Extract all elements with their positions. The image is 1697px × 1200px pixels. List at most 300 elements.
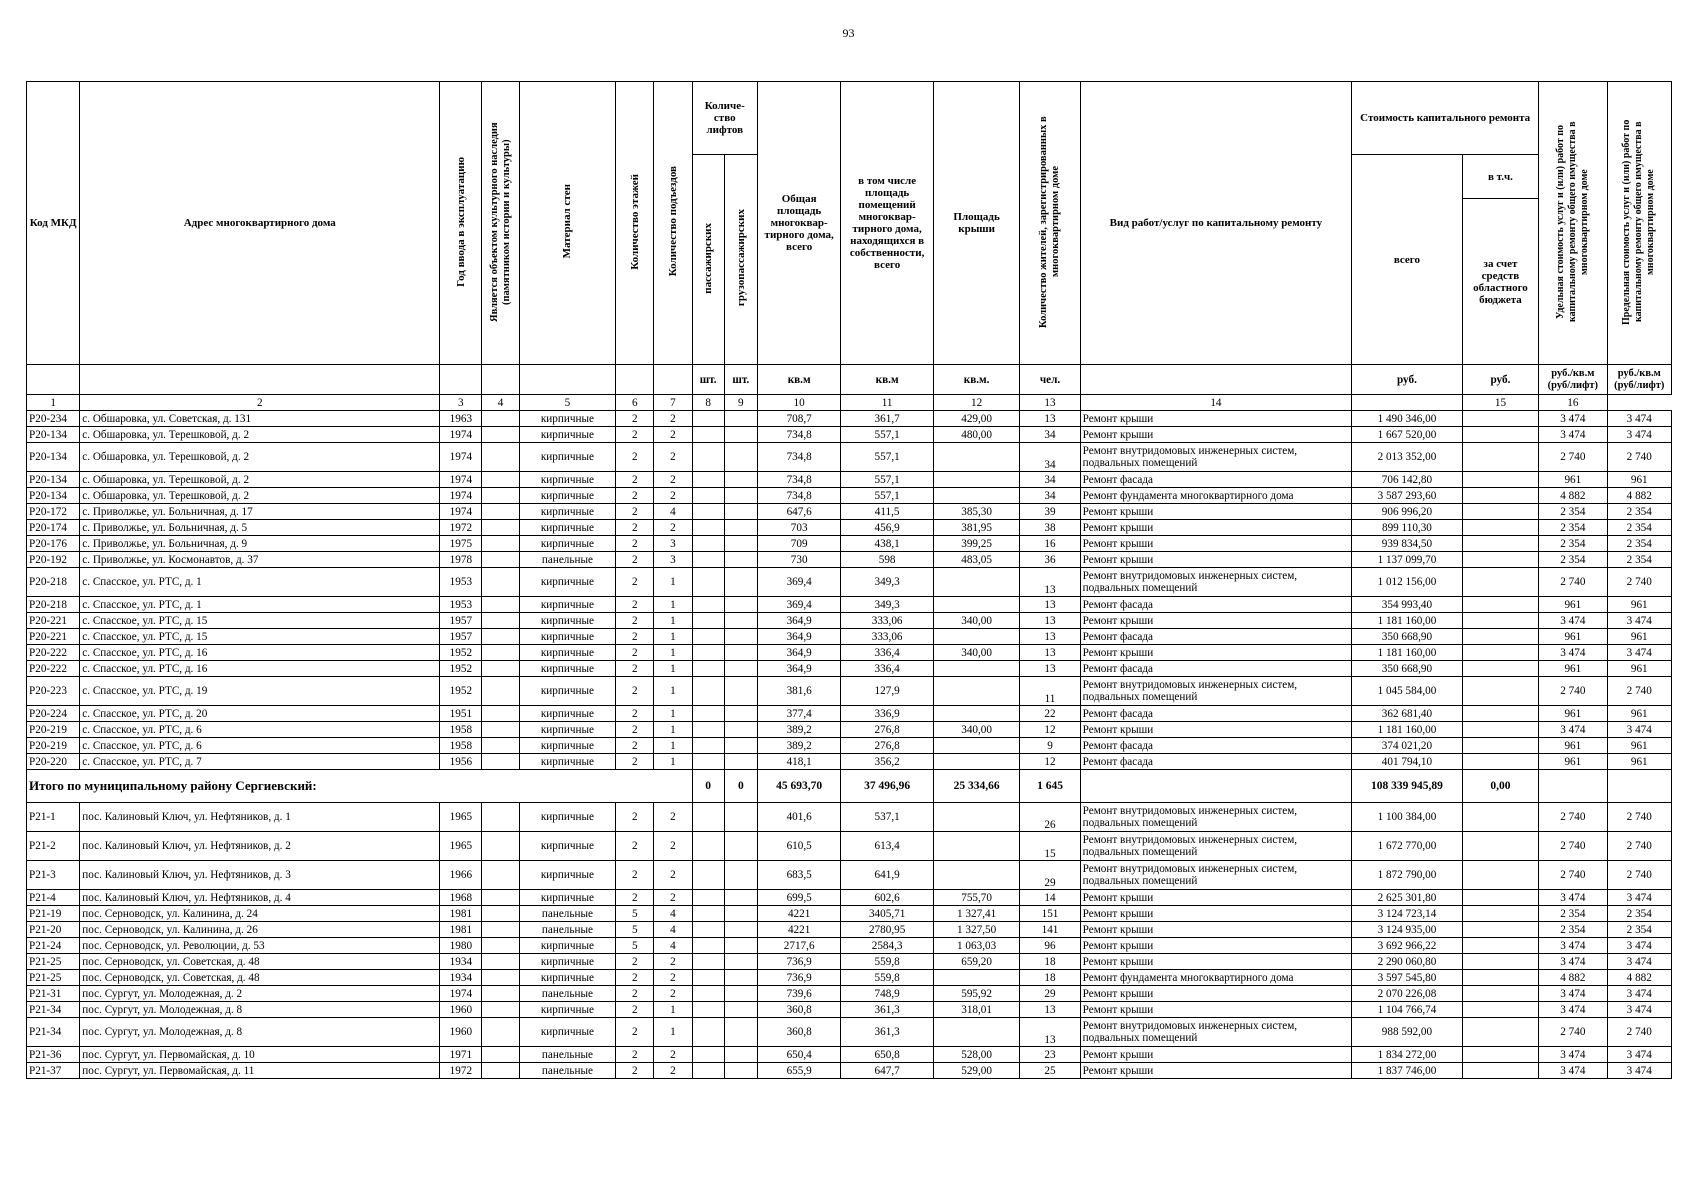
- cell-floors: 2: [616, 861, 654, 890]
- cell-cost-total: 350 668,90: [1352, 661, 1463, 677]
- cell-code: Р20-192: [27, 552, 80, 568]
- cell-lifts-passenger: [692, 906, 724, 922]
- cell-code: Р20-174: [27, 520, 80, 536]
- cell-year: 1952: [440, 645, 482, 661]
- cell-year: 1960: [440, 1002, 482, 1018]
- cell-residents: 13: [1020, 1018, 1080, 1047]
- cell-lifts-cargo: [724, 722, 757, 738]
- cell-work-type: Ремонт крыши: [1080, 536, 1351, 552]
- cell-address: пос. Сургут, ул. Молодежная, д. 8: [80, 1002, 440, 1018]
- cell-lifts-passenger: [692, 922, 724, 938]
- cell-residents: 96: [1020, 938, 1080, 954]
- cell-code: Р21-3: [27, 861, 80, 890]
- cell-lifts-passenger: [692, 520, 724, 536]
- cell-owned-area: 641,9: [841, 861, 934, 890]
- cell-year: 1974: [440, 427, 482, 443]
- cell-roof-area: 429,00: [933, 411, 1019, 427]
- cell-material: панельные: [519, 1047, 616, 1063]
- cell-unit-cost: 3 474: [1539, 938, 1607, 954]
- cell-material: кирпичные: [519, 661, 616, 677]
- table-row: [27, 922, 1672, 938]
- cell-lifts-passenger: [692, 754, 724, 770]
- cell-total-area: 736,9: [757, 954, 840, 970]
- cell-limit-cost: 3 474: [1607, 411, 1671, 427]
- column-number: 12: [933, 395, 1019, 411]
- cell-lifts-passenger: [692, 1018, 724, 1047]
- table-row: [27, 738, 1672, 754]
- cell-total-area: 709: [757, 536, 840, 552]
- cell-limit-cost: 961: [1607, 629, 1671, 645]
- cell-material: кирпичные: [519, 645, 616, 661]
- cell-floors: 2: [616, 536, 654, 552]
- cell-year: 1974: [440, 472, 482, 488]
- cell-owned-area: 748,9: [841, 986, 934, 1002]
- cell-year: 1958: [440, 722, 482, 738]
- cell-work-type: Ремонт фундамента многоквартирного дома: [1080, 488, 1351, 504]
- cell-regional: [1462, 427, 1538, 443]
- cell-roof-area: 1 327,50: [933, 922, 1019, 938]
- cell-floors: 2: [616, 832, 654, 861]
- cell-address: с. Спасское, ул. РТС, д. 15: [80, 629, 440, 645]
- cell-code: Р20-221: [27, 629, 80, 645]
- cell-total-area: 739,6: [757, 986, 840, 1002]
- cell-lifts-passenger: [692, 970, 724, 986]
- cell-limit-cost: 3 474: [1607, 986, 1671, 1002]
- cell-regional: [1462, 536, 1538, 552]
- cell-heritage: [482, 722, 519, 738]
- cell-address: пос. Серноводск, ул. Калинина, д. 26: [80, 922, 440, 938]
- cell-floors: 2: [616, 552, 654, 568]
- cell-year: 1934: [440, 970, 482, 986]
- cell-floors: 5: [616, 922, 654, 938]
- cell-lifts-cargo: [724, 427, 757, 443]
- cell-residents: 18: [1020, 954, 1080, 970]
- table-row: [27, 661, 1672, 677]
- cell-material: кирпичные: [519, 568, 616, 597]
- cell-address: с. Спасское, ул. РТС, д. 19: [80, 677, 440, 706]
- cell-residents: 9: [1020, 738, 1080, 754]
- cell-entrances: 2: [654, 488, 692, 504]
- cell-lifts-cargo: [724, 1047, 757, 1063]
- cell-floors: 2: [616, 986, 654, 1002]
- cell-code: Р21-34: [27, 1002, 80, 1018]
- cell-limit-cost: 3 474: [1607, 722, 1671, 738]
- cell-floors: 2: [616, 427, 654, 443]
- cell-total-area: 730: [757, 552, 840, 568]
- cell-residents: 23: [1020, 1047, 1080, 1063]
- cell-material: кирпичные: [519, 832, 616, 861]
- cell-lifts-passenger: [692, 938, 724, 954]
- cell-code: Р21-19: [27, 906, 80, 922]
- cell-unit-cost: 2 740: [1539, 568, 1607, 597]
- cell-owned-area: 537,1: [841, 803, 934, 832]
- cell-lifts-cargo: [724, 597, 757, 613]
- cell-entrances: 2: [654, 1063, 692, 1079]
- cell-code: Р21-36: [27, 1047, 80, 1063]
- capital-repair-table: [26, 81, 1672, 1079]
- cell-year: 1951: [440, 706, 482, 722]
- cell-entrances: 2: [654, 411, 692, 427]
- cell-material: кирпичные: [519, 536, 616, 552]
- cell-heritage: [482, 970, 519, 986]
- cell-material: кирпичные: [519, 443, 616, 472]
- header-entrances: Количество подъездов: [666, 166, 679, 277]
- header-incl: в т.ч.: [1462, 155, 1538, 199]
- cell-roof-area: 529,00: [933, 1063, 1019, 1079]
- cell-owned-area: 336,9: [841, 706, 934, 722]
- cell-total-area: 389,2: [757, 722, 840, 738]
- cell-work-type: Ремонт внутридомовых инженерных систем, подвальных помещений: [1080, 568, 1351, 597]
- cell-address: с. Приволжье, ул. Больничная, д. 5: [80, 520, 440, 536]
- header-lifts: Количе- ство лифтов: [692, 82, 757, 155]
- cell-material: кирпичные: [519, 970, 616, 986]
- cell-cost-total: 1 834 272,00: [1352, 1047, 1463, 1063]
- cell-code: Р20-224: [27, 706, 80, 722]
- cell-unit-cost: 4 882: [1539, 970, 1607, 986]
- cell-lifts-cargo: [724, 754, 757, 770]
- cell-floors: 2: [616, 677, 654, 706]
- cell-owned-area: 557,1: [841, 427, 934, 443]
- cell-lifts-cargo: [724, 832, 757, 861]
- cell-total-area: 703: [757, 520, 840, 536]
- cell-work-type: Ремонт фасада: [1080, 754, 1351, 770]
- cell-regional: [1462, 472, 1538, 488]
- cell-lifts-cargo: [724, 986, 757, 1002]
- cell-residents: 15: [1020, 832, 1080, 861]
- cell-code: Р20-218: [27, 568, 80, 597]
- column-number: 14: [1080, 395, 1351, 411]
- cell-cost-total: 706 142,80: [1352, 472, 1463, 488]
- cell-entrances: 1: [654, 661, 692, 677]
- cell-lifts-passenger: [692, 552, 724, 568]
- column-number: 10: [757, 395, 840, 411]
- cell-code: Р21-25: [27, 970, 80, 986]
- cell-regional: [1462, 986, 1538, 1002]
- cell-unit-cost: 2 354: [1539, 520, 1607, 536]
- cell-heritage: [482, 754, 519, 770]
- cell-regional: [1462, 411, 1538, 427]
- cell-material: панельные: [519, 906, 616, 922]
- cell-heritage: [482, 645, 519, 661]
- cell-residents: 13: [1020, 568, 1080, 597]
- cell-roof-area: [933, 629, 1019, 645]
- cell-lifts-passenger: [692, 504, 724, 520]
- cell-material: кирпичные: [519, 938, 616, 954]
- cell-work-type: Ремонт крыши: [1080, 722, 1351, 738]
- cell-regional: [1462, 906, 1538, 922]
- cell-regional: [1462, 970, 1538, 986]
- total-lifts-passenger: 0: [692, 770, 724, 803]
- cell-roof-area: [933, 488, 1019, 504]
- cell-floors: 2: [616, 520, 654, 536]
- cell-material: кирпичные: [519, 1018, 616, 1047]
- unit-total-area: кв.м: [757, 365, 840, 395]
- unit-lifts-passenger: шт.: [692, 365, 724, 395]
- cell-owned-area: 650,8: [841, 1047, 934, 1063]
- cell-owned-area: 349,3: [841, 597, 934, 613]
- cell-regional: [1462, 1047, 1538, 1063]
- cell-entrances: 2: [654, 890, 692, 906]
- cell-entrances: 1: [654, 645, 692, 661]
- cell-residents: 13: [1020, 1002, 1080, 1018]
- cell-year: 1974: [440, 504, 482, 520]
- cell-unit-cost: 961: [1539, 754, 1607, 770]
- cell-unit-cost: 4 882: [1539, 488, 1607, 504]
- cell-roof-area: 1 063,03: [933, 938, 1019, 954]
- cell-entrances: 4: [654, 938, 692, 954]
- header-work-type: Вид работ/услуг по капитальному ремонту: [1080, 82, 1351, 365]
- cell-lifts-passenger: [692, 629, 724, 645]
- unit-residents: чел.: [1020, 365, 1080, 395]
- cell-work-type: Ремонт внутридомовых инженерных систем, подвальных помещений: [1080, 1018, 1351, 1047]
- cell-code: Р20-221: [27, 613, 80, 629]
- cell-cost-total: 2 625 301,80: [1352, 890, 1463, 906]
- cell-work-type: Ремонт крыши: [1080, 645, 1351, 661]
- cell-total-area: 683,5: [757, 861, 840, 890]
- cell-year: 1981: [440, 906, 482, 922]
- cell-year: 1974: [440, 986, 482, 1002]
- cell-total-area: 655,9: [757, 1063, 840, 1079]
- cell-heritage: [482, 661, 519, 677]
- cell-roof-area: [933, 861, 1019, 890]
- cell-address: с. Обшаровка, ул. Терешковой, д. 2: [80, 472, 440, 488]
- cell-lifts-passenger: [692, 597, 724, 613]
- table-row: [27, 890, 1672, 906]
- cell-limit-cost: 3 474: [1607, 645, 1671, 661]
- cell-limit-cost: 961: [1607, 472, 1671, 488]
- cell-owned-area: 333,06: [841, 613, 934, 629]
- cell-regional: [1462, 1018, 1538, 1047]
- cell-floors: 2: [616, 890, 654, 906]
- table-header: [27, 82, 1672, 411]
- cell-floors: 2: [616, 488, 654, 504]
- cell-limit-cost: 2 740: [1607, 832, 1671, 861]
- column-number: 8: [692, 395, 724, 411]
- cell-owned-area: 333,06: [841, 629, 934, 645]
- cell-entrances: 3: [654, 536, 692, 552]
- cell-residents: 141: [1020, 922, 1080, 938]
- cell-cost-total: 2 290 060,80: [1352, 954, 1463, 970]
- cell-regional: [1462, 832, 1538, 861]
- cell-work-type: Ремонт крыши: [1080, 890, 1351, 906]
- cell-limit-cost: 961: [1607, 706, 1671, 722]
- cell-residents: 34: [1020, 443, 1080, 472]
- cell-heritage: [482, 861, 519, 890]
- cell-cost-total: 1 012 156,00: [1352, 568, 1463, 597]
- table-row: [27, 597, 1672, 613]
- cell-limit-cost: 4 882: [1607, 488, 1671, 504]
- cell-floors: 2: [616, 1047, 654, 1063]
- header-roof-area: Площадь крыши: [933, 82, 1019, 365]
- cell-residents: 39: [1020, 504, 1080, 520]
- cell-year: 1934: [440, 954, 482, 970]
- cell-heritage: [482, 488, 519, 504]
- cell-limit-cost: 2 740: [1607, 443, 1671, 472]
- cell-unit-cost: 2 740: [1539, 677, 1607, 706]
- cell-limit-cost: 961: [1607, 597, 1671, 613]
- unit-cost-total: руб.: [1352, 365, 1463, 395]
- cell-unit-cost: 2 740: [1539, 832, 1607, 861]
- cell-lifts-cargo: [724, 1063, 757, 1079]
- cell-lifts-passenger: [692, 427, 724, 443]
- cell-work-type: Ремонт внутридомовых инженерных систем, подвальных помещений: [1080, 677, 1351, 706]
- cell-regional: [1462, 938, 1538, 954]
- cell-code: Р20-219: [27, 722, 80, 738]
- cell-total-area: 369,4: [757, 568, 840, 597]
- cell-limit-cost: 2 354: [1607, 552, 1671, 568]
- column-number: 6: [616, 395, 654, 411]
- cell-cost-total: 401 794,10: [1352, 754, 1463, 770]
- cell-material: кирпичные: [519, 411, 616, 427]
- cell-total-area: 381,6: [757, 677, 840, 706]
- table-row: [27, 504, 1672, 520]
- cell-roof-area: 399,25: [933, 536, 1019, 552]
- cell-year: 1972: [440, 520, 482, 536]
- cell-total-area: 364,9: [757, 629, 840, 645]
- cell-total-area: 4221: [757, 906, 840, 922]
- cell-material: кирпичные: [519, 890, 616, 906]
- cell-total-area: 389,2: [757, 738, 840, 754]
- cell-year: 1980: [440, 938, 482, 954]
- cell-lifts-passenger: [692, 1002, 724, 1018]
- cell-heritage: [482, 427, 519, 443]
- cell-address: с. Спасское, ул. РТС, д. 1: [80, 597, 440, 613]
- column-numbers-row: [27, 395, 1672, 411]
- total-regional: 0,00: [1462, 770, 1538, 803]
- cell-work-type: Ремонт крыши: [1080, 906, 1351, 922]
- table-row: [27, 427, 1672, 443]
- cell-regional: [1462, 645, 1538, 661]
- cell-limit-cost: 2 354: [1607, 906, 1671, 922]
- cell-lifts-cargo: [724, 906, 757, 922]
- cell-code: Р21-4: [27, 890, 80, 906]
- cell-material: кирпичные: [519, 803, 616, 832]
- cell-roof-area: 385,30: [933, 504, 1019, 520]
- header-code: Код МКД: [27, 82, 80, 365]
- cell-address: с. Спасское, ул. РТС, д. 1: [80, 568, 440, 597]
- cell-code: Р21-1: [27, 803, 80, 832]
- cell-lifts-cargo: [724, 645, 757, 661]
- cell-cost-total: 988 592,00: [1352, 1018, 1463, 1047]
- table-total: [27, 770, 1672, 803]
- cell-limit-cost: 961: [1607, 661, 1671, 677]
- unit-limit-cost: руб./кв.м (руб/лифт): [1607, 365, 1671, 395]
- table-row: [27, 954, 1672, 970]
- cell-heritage: [482, 472, 519, 488]
- cell-year: 1957: [440, 613, 482, 629]
- cell-residents: 13: [1020, 629, 1080, 645]
- cell-floors: 2: [616, 722, 654, 738]
- cell-material: кирпичные: [519, 1002, 616, 1018]
- cell-year: 1958: [440, 738, 482, 754]
- cell-limit-cost: 3 474: [1607, 954, 1671, 970]
- cell-total-area: 650,4: [757, 1047, 840, 1063]
- cell-residents: 34: [1020, 472, 1080, 488]
- cell-year: 1953: [440, 568, 482, 597]
- cell-limit-cost: 2 740: [1607, 677, 1671, 706]
- cell-lifts-passenger: [692, 803, 724, 832]
- cell-owned-area: 456,9: [841, 520, 934, 536]
- cell-entrances: 1: [654, 1002, 692, 1018]
- cell-work-type: Ремонт крыши: [1080, 954, 1351, 970]
- cell-owned-area: 361,7: [841, 411, 934, 427]
- header-total-area: Общая площадь многоквар- тирного дома, всего: [757, 82, 840, 365]
- cell-owned-area: 602,6: [841, 890, 934, 906]
- cell-entrances: 1: [654, 706, 692, 722]
- cell-material: кирпичные: [519, 613, 616, 629]
- cell-unit-cost: 961: [1539, 738, 1607, 754]
- cell-residents: 26: [1020, 803, 1080, 832]
- cell-limit-cost: 3 474: [1607, 427, 1671, 443]
- cell-entrances: 2: [654, 986, 692, 1002]
- cell-residents: 13: [1020, 645, 1080, 661]
- cell-owned-area: 349,3: [841, 568, 934, 597]
- cell-year: 1966: [440, 861, 482, 890]
- cell-floors: 2: [616, 613, 654, 629]
- table-row: [27, 970, 1672, 986]
- cell-owned-area: 559,8: [841, 970, 934, 986]
- cell-regional: [1462, 677, 1538, 706]
- cell-owned-area: 559,8: [841, 954, 934, 970]
- cell-code: Р20-220: [27, 754, 80, 770]
- cell-cost-total: 1 837 746,00: [1352, 1063, 1463, 1079]
- cell-entrances: 3: [654, 552, 692, 568]
- table-row: [27, 520, 1672, 536]
- cell-regional: [1462, 661, 1538, 677]
- header-cost-total: всего: [1352, 155, 1463, 365]
- cell-lifts-cargo: [724, 613, 757, 629]
- cell-floors: 2: [616, 954, 654, 970]
- cell-year: 1975: [440, 536, 482, 552]
- cell-material: кирпичные: [519, 677, 616, 706]
- cell-floors: 5: [616, 906, 654, 922]
- cell-code: Р20-176: [27, 536, 80, 552]
- cell-roof-area: [933, 832, 1019, 861]
- cell-address: пос. Калиновый Ключ, ул. Нефтяников, д. 3: [80, 861, 440, 890]
- cell-residents: 12: [1020, 754, 1080, 770]
- cell-residents: 38: [1020, 520, 1080, 536]
- cell-entrances: 1: [654, 677, 692, 706]
- cell-code: Р20-134: [27, 488, 80, 504]
- cell-floors: 2: [616, 504, 654, 520]
- column-number: 15: [1462, 395, 1538, 411]
- cell-limit-cost: 2 354: [1607, 922, 1671, 938]
- cell-work-type: Ремонт крыши: [1080, 552, 1351, 568]
- cell-owned-area: 2584,3: [841, 938, 934, 954]
- cell-address: пос. Серноводск, ул. Советская, д. 48: [80, 970, 440, 986]
- cell-address: с. Спасское, ул. РТС, д. 16: [80, 645, 440, 661]
- cell-lifts-cargo: [724, 890, 757, 906]
- cell-entrances: 1: [654, 738, 692, 754]
- cell-entrances: 2: [654, 970, 692, 986]
- cell-material: панельные: [519, 986, 616, 1002]
- cell-total-area: 364,9: [757, 661, 840, 677]
- cell-residents: 151: [1020, 906, 1080, 922]
- cell-code: Р20-222: [27, 661, 80, 677]
- cell-unit-cost: 2 354: [1539, 922, 1607, 938]
- cell-roof-area: 595,92: [933, 986, 1019, 1002]
- cell-material: кирпичные: [519, 954, 616, 970]
- cell-entrances: 1: [654, 1018, 692, 1047]
- cell-heritage: [482, 552, 519, 568]
- cell-unit-cost: 961: [1539, 597, 1607, 613]
- cell-heritage: [482, 803, 519, 832]
- table-row: [27, 645, 1672, 661]
- cell-address: с. Обшаровка, ул. Терешковой, д. 2: [80, 427, 440, 443]
- cell-unit-cost: 961: [1539, 629, 1607, 645]
- cell-year: 1974: [440, 443, 482, 472]
- cell-limit-cost: 2 354: [1607, 536, 1671, 552]
